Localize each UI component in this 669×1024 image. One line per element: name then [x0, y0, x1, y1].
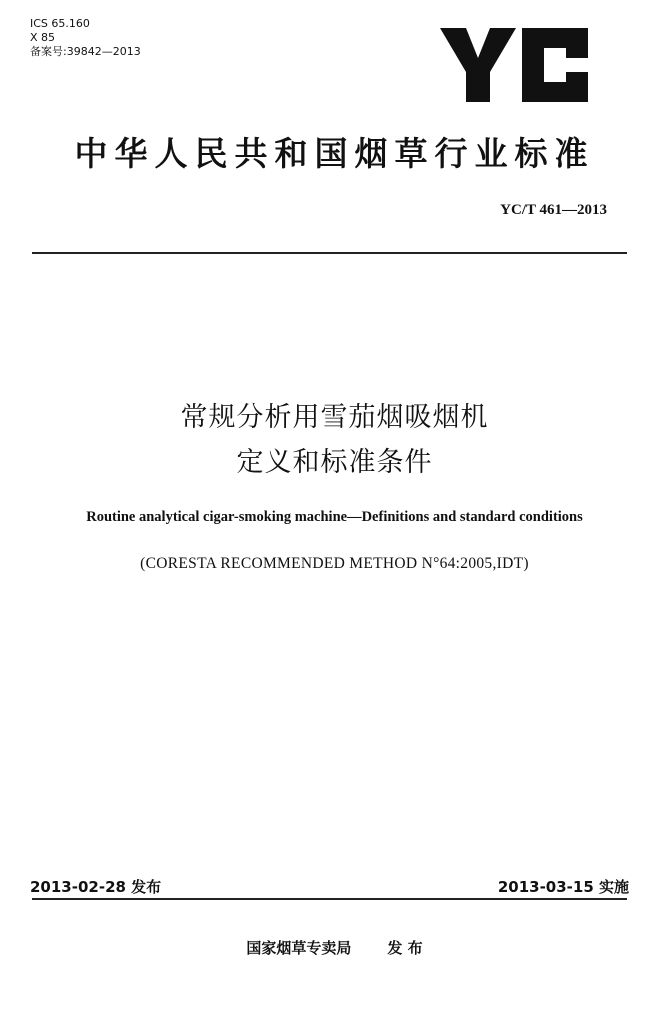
title-en: Routine analytical cigar-smoking machine—Definitions and standard conditions: [86, 509, 583, 525]
title-cn-line1: 常规分析用雪茄烟吸烟机: [180, 402, 489, 433]
yc-logo-letter-y: [440, 28, 516, 102]
issuer-name: 国家烟草专卖局: [246, 939, 352, 957]
standard-number: YC/T 461—2013: [500, 202, 607, 218]
ccs-code: X 85: [30, 31, 56, 44]
bottom-divider: [32, 898, 627, 900]
top-divider: [32, 252, 627, 254]
ics-code: ICS 65.160: [30, 17, 90, 30]
title-reference: (CORESTA RECOMMENDED METHOD N°64:2005,IDT): [140, 555, 529, 572]
title-cn-line2: 定义和标准条件: [236, 447, 433, 478]
issue-date: 2013-02-28 发布: [30, 878, 162, 896]
org-title: 中华人民共和国烟草行业标准: [74, 134, 595, 173]
record-number: 备案号:39842—2013: [30, 45, 141, 58]
implementation-date: 2013-03-15 实施: [497, 878, 629, 896]
issuer-action: 发 布: [387, 939, 423, 957]
yc-logo: [440, 28, 588, 102]
yc-logo-letter-c: [522, 28, 588, 102]
issuer-line: [0, 937, 669, 958]
